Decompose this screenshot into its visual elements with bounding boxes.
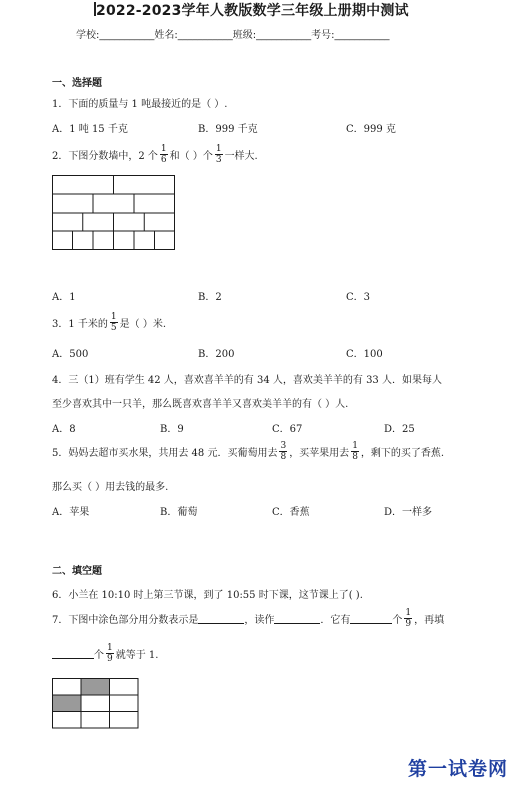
q5-option-d: D．一样多 [384,507,433,518]
question-7-line-2: 个 $\frac{1}{9}$ 就等于 1. [52,643,158,664]
grid-cell [110,712,139,729]
q1-option-b: B．999 千克 [198,124,258,135]
q4-option-b: B．9 [160,424,184,435]
q3-option-b: B．200 [198,349,235,360]
section-choice-heading: 一、选择题 [52,78,102,89]
grid-cell [110,679,139,696]
question-7-line-1: 7．下图中涂色部分用分数表示是 ，读作 ．它有 个 $\frac{1}{9}$ ，再填 [52,608,445,629]
question-1-text: 1．下面的质量与 1 吨最接近的是（ ）. [52,99,228,110]
q4-option-a: A．8 [52,424,76,435]
question-5-line-1: 5．妈妈去超市买水果，共用去 48 元．买葡萄用去 $\frac{3}{8}$ ，买苹果用去 $\frac{1}{8}$ ，剩下的买了香蕉. [52,441,445,462]
fraction-one-ninth: $\frac{1}{9}$ [405,608,412,629]
answer-blank-count[interactable] [350,613,392,624]
answer-blank-more[interactable] [52,648,94,659]
q1-option-c: C．999 克 [346,124,396,135]
q3-option-c: C．100 [346,349,383,360]
answer-blank-fraction[interactable] [198,613,244,624]
question-5-line-2: 那么买（ ）用去钱的最多. [52,482,169,493]
fraction-one-fifth: $\frac{1}{5}$ [110,312,117,333]
site-watermark-logo: 第一试卷网 [408,758,509,780]
q2-option-b: B．2 [198,292,222,303]
student-info-line: 学校:___________姓名:___________班级:___________考号:___________ [76,30,390,41]
question-2-text: 2．下图分数墙中，2 个 $\frac{1}{6}$ 和（ ）个 $\frac{1}{3}$ 一样大. [52,144,258,165]
q4-option-c: C．67 [272,424,303,435]
q2-option-c: C．3 [346,292,371,303]
fraction-one-sixth: $\frac{1}{6}$ [160,144,167,165]
q5-option-c: C．香蕉 [272,507,310,518]
question-4-line-1: 4．三（1）班有学生 42 人，喜欢喜羊羊的有 34 人，喜欢美羊羊的有 33 人．如果每人 [52,375,442,386]
fraction-one-eighth: $\frac{1}{8}$ [352,441,358,462]
q4-option-d: D．25 [384,424,415,435]
grid-cell [81,695,110,712]
page-title: 2022-2023学年人教版数学三年级上册期中测试 [96,3,409,19]
question-4-line-2: 至少喜欢其中一只羊，那么既喜欢喜羊羊又喜欢美羊羊的有（ ）人. [52,399,349,410]
fraction-one-ninth-2: $\frac{1}{9}$ [107,643,113,664]
nine-square-grid-figure [52,678,140,730]
q3-option-a: A．500 [52,349,89,360]
q5-option-a: A．苹果 [52,507,90,518]
q2-option-a: A．1 [52,292,76,303]
question-6-text: 6．小兰在 10:10 时上第三节课，到了 10:55 时下课，这节课上了( ). [52,590,363,601]
section-fill-heading: 二、填空题 [52,566,102,577]
fraction-wall-figure [52,175,176,251]
grid-cell [53,679,82,696]
grid-cell-shaded [53,695,82,712]
question-3-text: 3．1 千米的 $\frac{1}{5}$ 是（ ）米. [52,312,166,333]
fraction-one-third: $\frac{1}{3}$ [215,144,222,165]
fraction-three-eighths: $\frac{3}{8}$ [280,441,287,462]
q1-option-a: A．1 吨 15 千克 [52,124,128,135]
q5-option-b: B．葡萄 [160,507,198,518]
answer-blank-reading[interactable] [274,613,320,624]
grid-cell [110,695,139,712]
grid-cell [81,712,110,729]
grid-cell [53,712,82,729]
grid-cell-shaded [81,679,110,696]
